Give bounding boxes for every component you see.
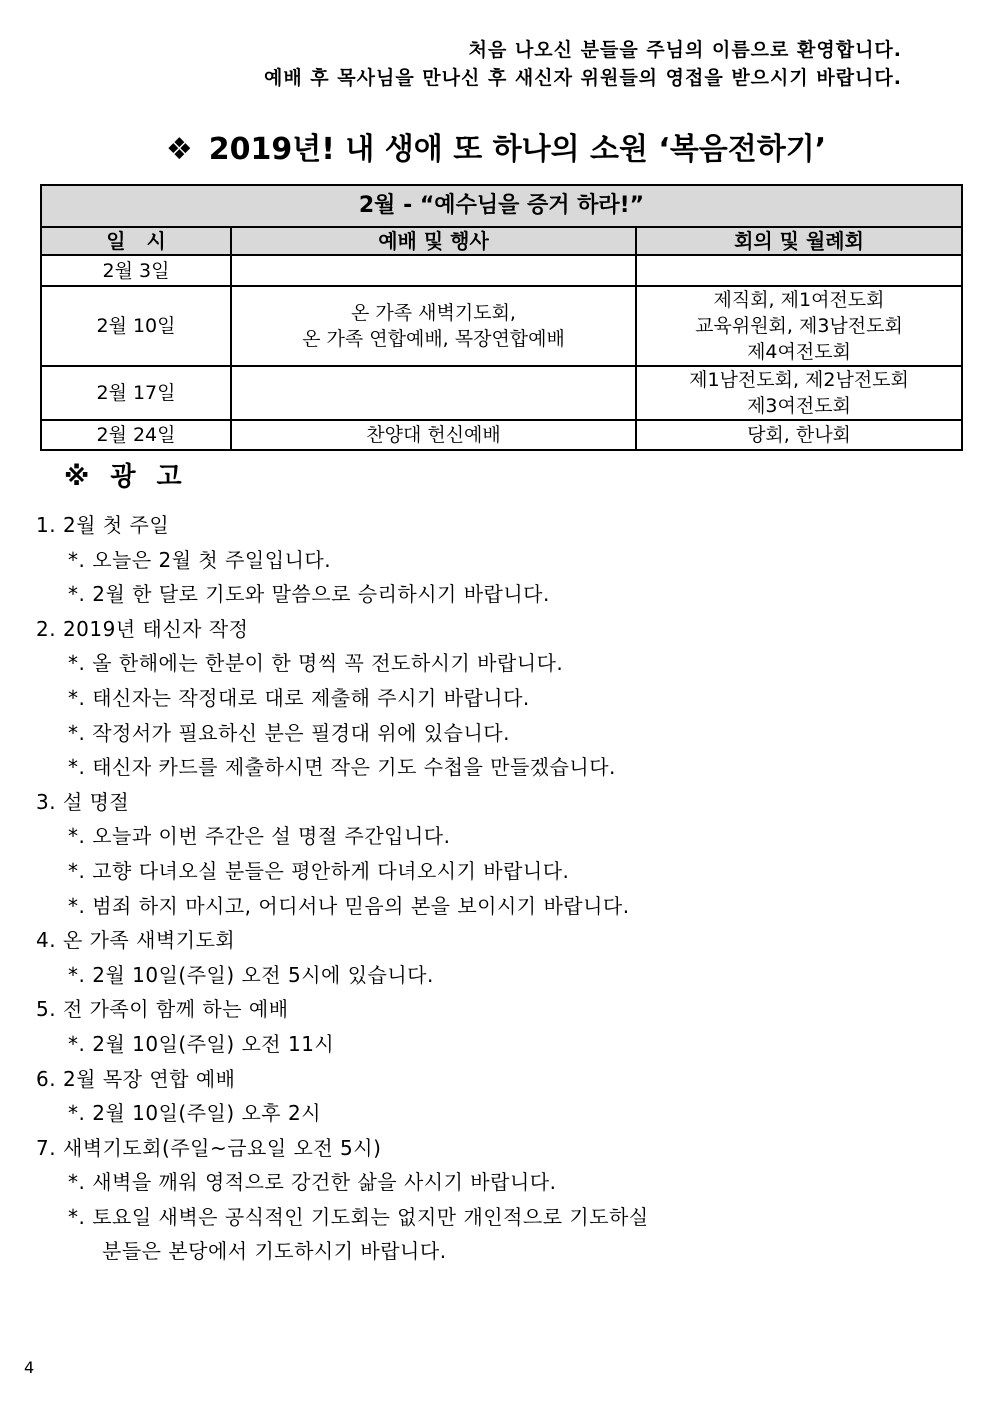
announcement-item: *. 오늘과 이번 주간은 설 명절 주간입니다.	[68, 824, 451, 849]
date-cell: 2월 17일	[41, 366, 231, 420]
table-row	[41, 255, 962, 286]
page-title	[0, 124, 992, 168]
announcement	[36, 1062, 936, 1131]
announcement	[36, 992, 936, 1061]
meeting-cell: 당회, 한나회	[636, 420, 962, 450]
announcement-item: *. 태신자는 작정대로 대로 제출해 주시기 바랍니다.	[68, 685, 530, 710]
announcement-item: *. 올 한해에는 한분이 한 명씩 꼭 전도하시기 바랍니다.	[68, 651, 564, 676]
meeting-line: 제직회, 제1여전도회	[713, 289, 885, 311]
welcome-line-1: 처음 나오신 분들을 주님의 이름으로 환영합니다.	[468, 39, 902, 61]
announcement	[36, 508, 936, 612]
meeting-line: 제3여전도회	[747, 395, 851, 417]
welcome-message	[264, 36, 902, 92]
announcement-heading: 3. 설 명절	[36, 789, 130, 814]
meeting-cell	[636, 255, 962, 286]
announcement-item: *. 2월 한 달로 기도와 말씀으로 승리하시기 바랍니다.	[68, 582, 550, 607]
announcement-heading: 4. 온 가족 새벽기도회	[36, 928, 236, 953]
announcement-item: *. 작정서가 필요하신 분은 필경대 위에 있습니다.	[68, 720, 510, 745]
announcement-heading: 7. 새벽기도회(주일~금요일 오전 5시)	[36, 1135, 382, 1160]
meeting-cell	[636, 286, 962, 366]
welcome-line-2: 예배 후 목사님을 만나신 후 새신자 위원들의 영접을 받으시기 바랍니다.	[263, 67, 902, 89]
schedule-table	[40, 184, 963, 451]
meeting-line: 제1남전도회, 제2남전도회	[689, 369, 909, 391]
announcement-item: *. 고향 다녀오실 분들은 평안하게 다녀오시기 바랍니다.	[68, 858, 570, 883]
date-cell: 2월 24일	[41, 420, 231, 450]
column-header-events: 예배 및 행사	[231, 227, 636, 255]
event-cell	[231, 255, 636, 286]
announcement-heading: 1. 2월 첫 주일	[36, 513, 170, 537]
meeting-line: 교육위원회, 제3남전도회	[695, 315, 903, 337]
page-number: 4	[24, 1358, 35, 1377]
diamond-icon: ❖	[165, 132, 193, 167]
date-cell: 2월 3일	[41, 255, 231, 286]
announcements-list	[36, 508, 936, 1269]
announcement	[36, 1131, 936, 1269]
announcement	[36, 612, 936, 785]
announcement-item: *. 태신자 카드를 제출하시면 작은 기도 수첩을 만들겠습니다.	[68, 755, 616, 780]
meeting-cell	[636, 366, 962, 420]
schedule-banner: 2월 - “예수님을 증거 하라!”	[41, 185, 962, 227]
page-title-text: 2019년! 내 생애 또 하나의 소원 ‘복음전하기’	[208, 132, 827, 167]
meeting-line: 제4여전도회	[747, 341, 851, 363]
announcements-title: ※ 광 고	[64, 462, 188, 492]
column-header-meetings: 회의 및 월례회	[636, 227, 962, 255]
event-line: 온 가족 새벽기도회,	[351, 302, 516, 324]
announcement-heading: 6. 2월 목장 연합 예배	[36, 1066, 236, 1091]
table-row	[41, 366, 962, 420]
event-cell: 찬양대 헌신예배	[231, 420, 636, 450]
event-line: 온 가족 연합예배, 목장연합예배	[302, 328, 565, 350]
announcement-item: *. 새벽을 깨워 영적으로 강건한 삶을 사시기 바랍니다.	[68, 1170, 557, 1195]
announcement-item: *. 범죄 하지 마시고, 어디서나 믿음의 본을 보이시기 바랍니다.	[68, 893, 630, 918]
date-cell: 2월 10일	[41, 286, 231, 366]
announcement-heading: 2. 2019년 태신자 작정	[36, 616, 249, 641]
table-row	[41, 286, 962, 366]
announcement-item: *. 오늘은 2월 첫 주일입니다.	[68, 547, 332, 572]
announcement-item: *. 토요일 새벽은 공식적인 기도회는 없지만 개인적으로 기도하실	[68, 1204, 649, 1229]
announcement-heading: 5. 전 가족이 함께 하는 예배	[36, 997, 289, 1022]
event-cell	[231, 366, 636, 420]
column-header-date: 일 시	[41, 227, 231, 255]
announcement-item: *. 2월 10일(주일) 오후 2시	[68, 1101, 322, 1126]
announcement	[36, 923, 936, 992]
announcement-item-continuation: 분들은 본당에서 기도하시기 바랍니다.	[102, 1239, 447, 1264]
table-row	[41, 420, 962, 450]
announcement-item: *. 2월 10일(주일) 오전 5시에 있습니다.	[68, 962, 434, 987]
announcement-item: *. 2월 10일(주일) 오전 11시	[68, 1031, 335, 1056]
event-cell	[231, 286, 636, 366]
announcement	[36, 785, 936, 923]
